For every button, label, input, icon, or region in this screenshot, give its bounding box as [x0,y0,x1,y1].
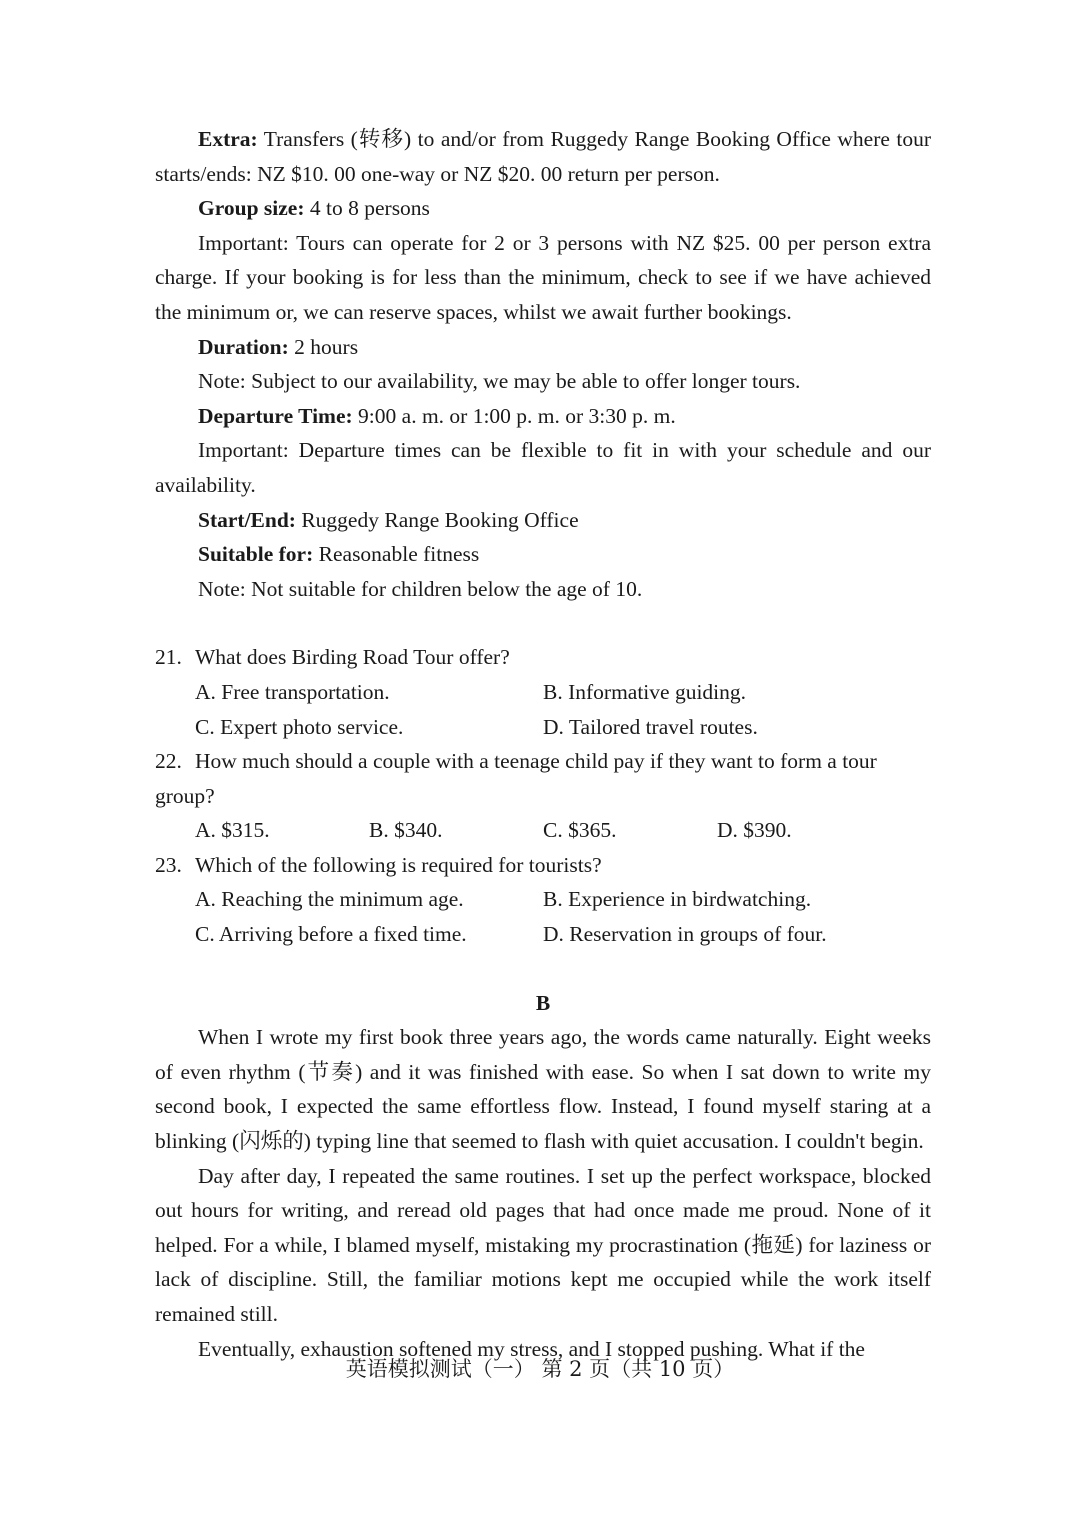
passage-paragraph-3: Eventually, exhaustion softened my stress, and I stopped pushing. What if the [198,1336,865,1361]
page-content [155,122,931,1366]
group-size-text: 4 to 8 persons [304,196,430,221]
option-b: B. Experience in birdwatching. [543,887,812,912]
question-number: 23. [155,852,182,877]
option-d: D. Reservation in groups of four. [543,922,827,947]
question-number: 22. [155,749,182,774]
extra-label: Extra: [198,127,258,151]
departure-text: 9:00 a. m. or 1:00 p. m. or 3:30 p. m. [352,403,676,428]
start-end-text: Ruggedy Range Booking Office [295,507,579,532]
option-a: A. $315. [195,818,270,843]
passage-paragraph-1: When I wrote my first book three years ago, the words came naturally. Eight weeks of even rhythm (节奏) and it was finished with ease. So when I sat down to write my second book, I expected the same effortless flow. Instead, I found myself staring at a blinking (闪烁的) typing line that seemed to flash with quiet accusation. I couldn't begin. [155,1025,931,1154]
option-c: C. Arriving before a fixed time. [195,922,467,947]
suitable-note: Note: Not suitable for children below the age of 10. [198,576,643,601]
option-b: B. Informative guiding. [543,679,747,704]
option-a: A. Free transportation. [195,679,390,704]
option-c: C. $365. [543,818,617,843]
options-row [195,917,931,952]
suitable-text: Reasonable fitness [313,542,480,567]
option-b: B. $340. [369,818,443,843]
option-c: C. Expert photo service. [195,714,404,739]
question-text: What does Birding Road Tour offer? [195,645,510,670]
question-23 [155,848,931,883]
departure-important-paragraph: Important: Departure times can be flexible to fit in with your schedule and our availability. [155,438,931,497]
options-row [195,675,931,710]
option-d: D. $390. [717,818,792,843]
options-row [195,882,931,917]
extra-text: Transfers (转移) to and/or from Ruggedy Range Booking Office where tour starts/ends: NZ $10. 00 one-way or NZ $20. 00 return per person. [155,127,931,186]
page-footer: 英语模拟测试（一） 第 2 页（共 10 页） [345,1357,735,1381]
section-b-title: B [535,990,551,1015]
question-text: How much should a couple with a teenage child pay if they want to form a tour group? [155,749,877,808]
passage-paragraph-2: Day after day, I repeated the same routines. I set up the perfect workspace, blocked out hours for writing, and reread old pages that had once made me proud. None of it helped. For a while, I blamed myself, mistaking my procrastination (拖延) for laziness or lack of discipline. Still, the familiar motions kept me occupied while the work itself remained still. [155,1163,931,1326]
extra-paragraph [155,122,931,191]
option-a: A. Reaching the minimum age. [195,887,464,912]
group-size-label: Group size: [198,196,305,221]
duration-paragraph [155,330,931,365]
group-size-paragraph [155,191,931,226]
group-important-paragraph: Important: Tours can operate for 2 or 3 persons with NZ $25. 00 per person extra charge. If your booking is for less than the minimum, check to see if we have achieved the minimum or, we can reserve spaces, whilst we await further bookings. [155,230,931,324]
duration-label: Duration: [198,334,289,359]
options-row [195,710,931,745]
options-row [195,813,931,848]
question-text: Which of the following is required for tourists? [195,852,602,877]
spacer [155,952,931,986]
suitable-paragraph [155,537,931,572]
question-22 [155,744,931,813]
start-end-paragraph [155,503,931,538]
spacer [155,606,931,640]
departure-paragraph [155,399,931,434]
option-d: D. Tailored travel routes. [543,714,758,739]
duration-note: Note: Subject to our availability, we may be able to offer longer tours. [198,369,801,394]
question-number: 21. [155,645,182,670]
start-end-label: Start/End: [198,507,296,532]
question-21 [155,640,931,675]
suitable-label: Suitable for: [198,542,314,567]
duration-text: 2 hours [288,334,359,359]
departure-label: Departure Time: [198,403,353,428]
